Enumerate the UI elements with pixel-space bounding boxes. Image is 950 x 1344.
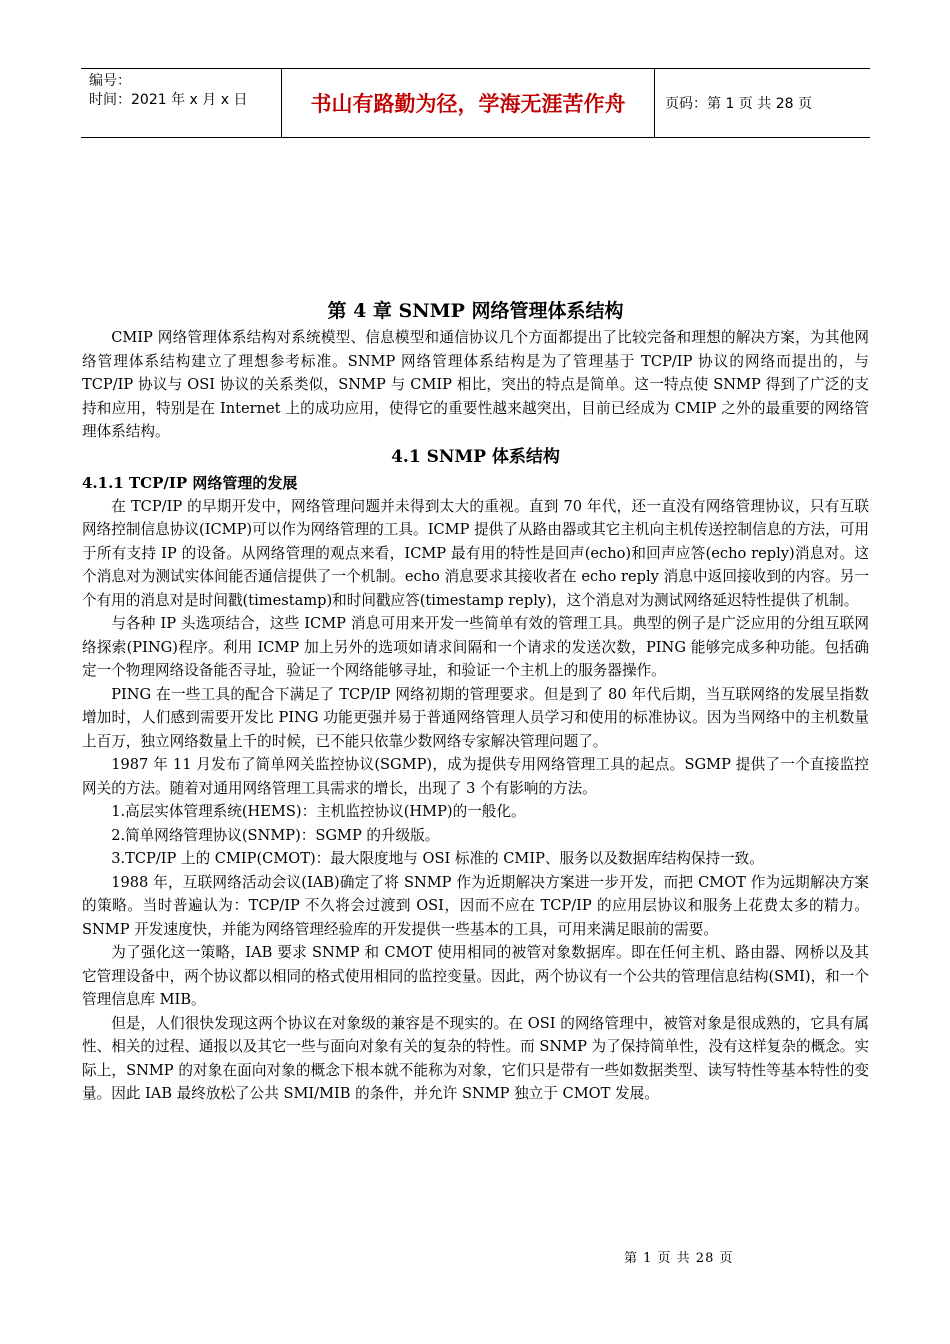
body-paragraph: 1987 年 11 月发布了简单网关监控协议(SGMP)，成为提供专用网络管理工具的起点。SGMP 提供了一个直接监控网关的方法。随着对通用网络管理工具需求的增长，出现了 3 个有影响的方法。 (82, 756, 869, 797)
document-body (82, 296, 869, 1106)
list-item: 1.高层实体管理系统(HEMS)：主机监控协议(HMP)的一般化。 (111, 803, 526, 820)
body-paragraph: 为了强化这一策略，IAB 要求 SNMP 和 CMOT 使用相同的被管对象数据库。即在任何主机、路由器、网桥以及其它管理设备中，两个协议都以相同的格式使用相同的监控变量。因此，两个协议有一个公共的管理信息结构(SMI)，和一个管理信息库 MIB。 (82, 944, 869, 1008)
header-id-label: 编号： (89, 73, 131, 89)
body-paragraph: 与各种 IP 头选项结合，这些 ICMP 消息可用来开发一些简单有效的管理工具。典型的例子是广泛应用的分组互联网络探索(PING)程序。利用 ICMP 加上另外的选项如请求间隔和一个请求的发送次数，PING 能够完成多种功能。包括确定一个物理网络设备能否寻址，验证一个网络能够寻址，和验证一个主机上的服务器操作。 (82, 615, 869, 679)
page-footer: 第 1 页 共 28 页 (624, 1251, 734, 1266)
body-paragraph: PING 在一些工具的配合下满足了 TCP/IP 网络初期的管理要求。但是到了 80 年代后期，当互联网络的发展呈指数增加时，人们感到需要开发比 PING 功能更强并易于普通网络管理人员学习和使用的标准协议。因为当网络中的主机数量上百万，独立网络数量上千的时候，已不能只依靠少数网络专家解决管理问题了。 (82, 685, 869, 750)
chapter-title: 第 4 章 SNMP 网络管理体系结构 (327, 300, 624, 322)
section-title: 4.1 SNMP 体系结构 (391, 446, 560, 467)
subsection-title: 4.1.1 TCP/IP 网络管理的发展 (82, 473, 298, 492)
list-item: 3.TCP/IP 上的 CMIP(CMOT)：最大限度地与 OSI 标准的 CMIP、服务以及数据库结构保持一致。 (111, 850, 764, 867)
header-meta (81, 69, 282, 137)
header-motto: 书山有路勤为径，学海无涯苦作舟 (282, 69, 655, 137)
body-paragraph: 在 TCP/IP 的早期开发中，网络管理问题并未得到太大的重视。直到 70 年代，还一直没有网络管理协议，只有互联网络控制信息协议(ICMP)可以作为网络管理的工具。ICMP 提供了从路由器或其它主机向主机传送控制信息的方法，可用于所有支持 IP 的设备。从网络管理的观点来看，ICMP 最有用的特性是回声(echo)和回声应答(echo reply)消息对。这个消息对为测试实体间能否通信提供了一个机制。echo 消息要求其接收者在 echo reply 消息中返回接收到的内容。另一个有用的消息对是时间戳(timestamp)和时间戳应答(timestamp reply)，这个消息对为测试网络延迟特性提供了机制。 (82, 497, 869, 609)
header-date-label: 时间：2021 年 x 月 x 日 (89, 92, 248, 108)
body-paragraph: 1988 年，互联网络活动会议(IAB)确定了将 SNMP 作为近期解决方案进一步开发，而把 CMOT 作为远期解决方案的策略。当时普遍认为：TCP/IP 不久将会过渡到 OSI，因而不应在 TCP/IP 的应用层协议和服务上花费太多的精力。SNMP 开发速度快，并能为网络管理经验库的开发提供一些基本的工具，可用来满足眼前的需要。 (82, 873, 869, 938)
body-paragraph: 但是，人们很快发现这两个协议在对象级的兼容是不现实的。在 OSI 的网络管理中，被管对象是很成熟的，它具有属性、相关的过程、通报以及其它一些与面向对象有关的复杂的特性。而 SNMP 为了保持简单性，没有这样复杂的概念。实际上，SNMP 的对象在面向对象的概念下根本就不能称为对象，它们只是带有一些如数据类型、读写特性等基本特性的变量。因此 IAB 最终放松了公共 SMI/MIB 的条件，并允许 SNMP 独立于 CMOT 发展。 (82, 1014, 869, 1102)
intro-paragraph: CMIP 网络管理体系结构对系统模型、信息模型和通信协议几个方面都提出了比较完备和理想的解决方案，为其他网络管理体系结构建立了理想参考标准。SNMP 网络管理体系结构是为了管理基于 TCP/IP 协议的网络而提出的，与 TCP/IP 协议与 OSI 协议的关系类似，SNMP 与 CMIP 相比，突出的特点是简单。这一特点使 SNMP 得到了广泛的支持和应用，特别是在 Internet 上的成功应用，使得它的重要性越来越突出，目前已经成为 CMIP 之外的最重要的网络管理体系结构。 (82, 329, 869, 440)
list-item: 2.简单网络管理协议(SNMP)：SGMP 的升级版。 (111, 826, 440, 844)
header-page-info: 页码：第 1 页 共 28 页 (665, 96, 812, 112)
page-header (81, 68, 870, 138)
